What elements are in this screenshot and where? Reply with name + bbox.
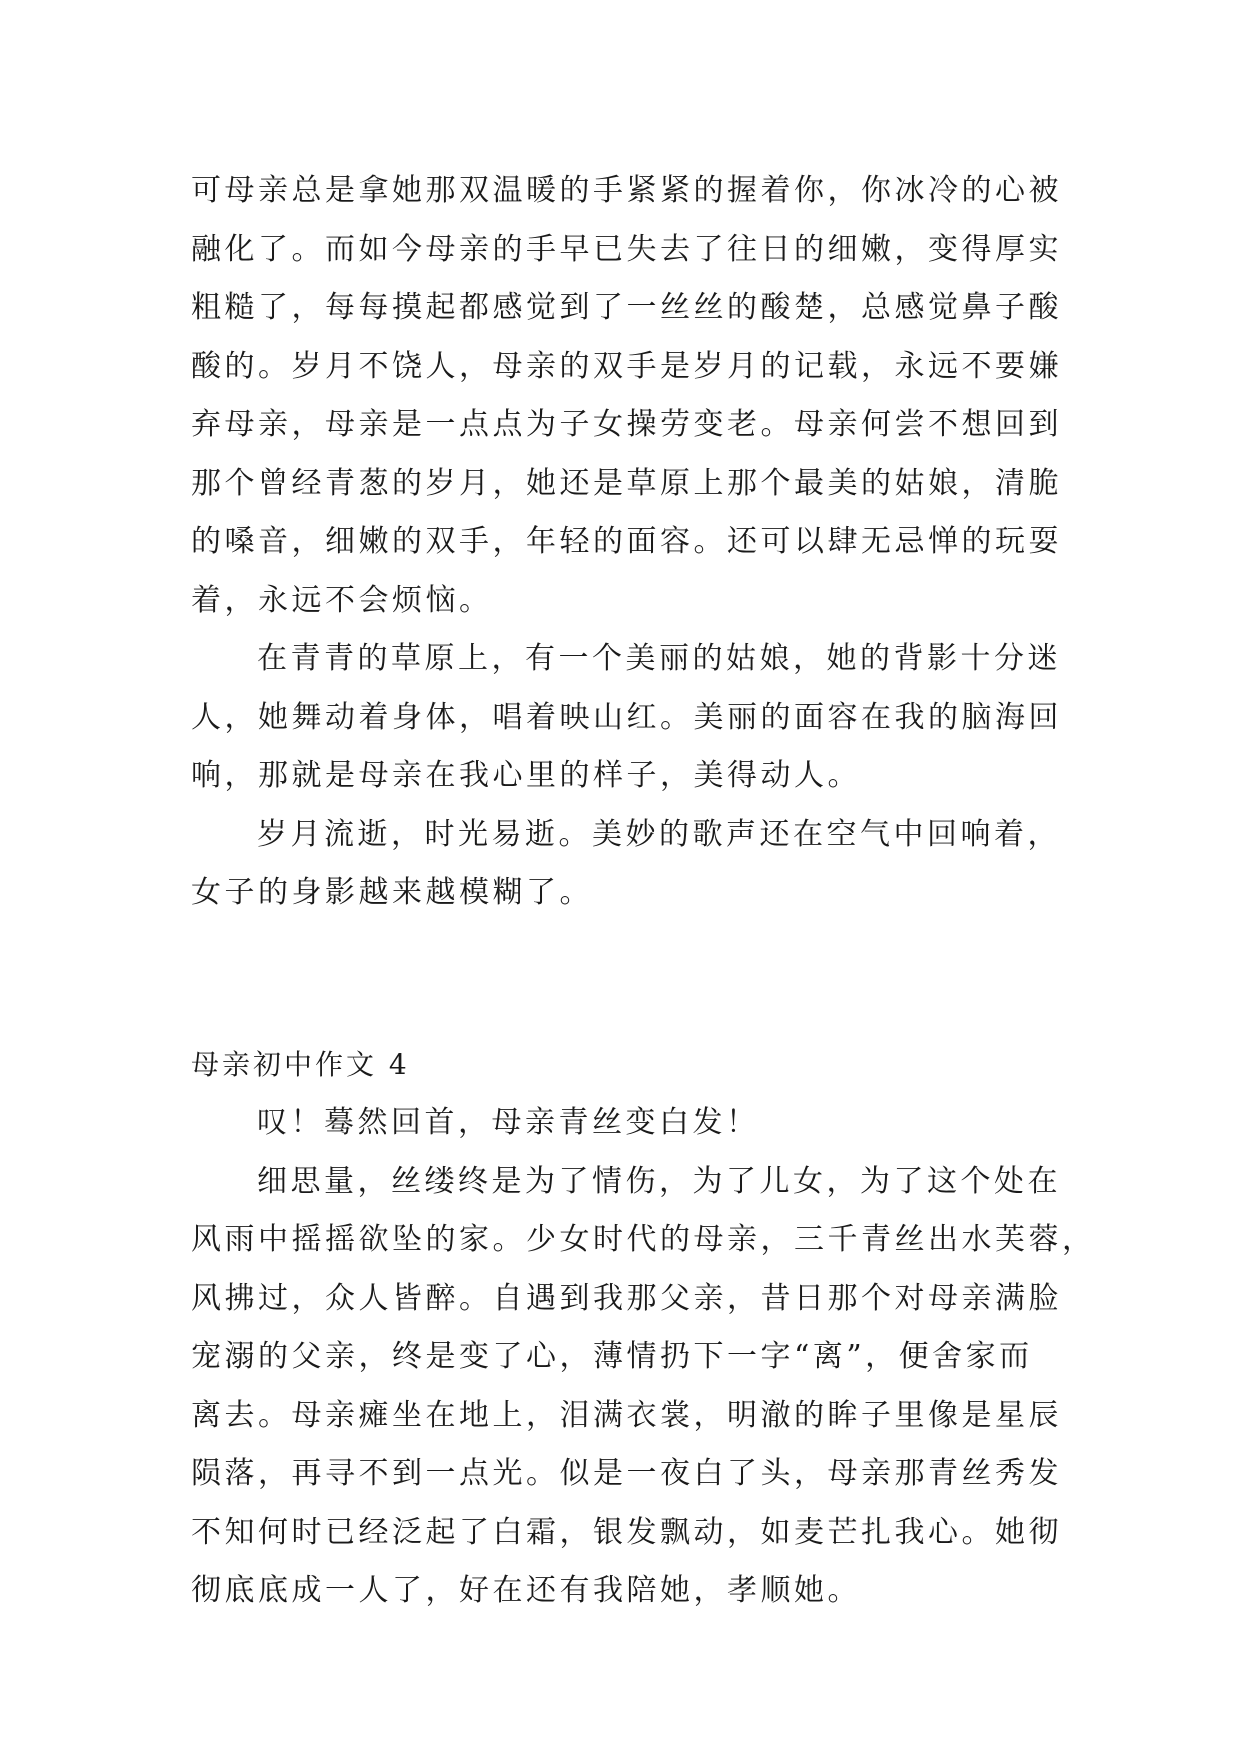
paragraph-mother-story xyxy=(191,1153,1096,1621)
text-line: 叹！蓦然回首，母亲青丝变白发！ xyxy=(257,1105,760,1140)
section-gap xyxy=(191,923,1067,1036)
text-line: 的嗓音，细嫩的双手，年轻的面容。还可以肆无忌惮的玩耍 xyxy=(191,524,1062,559)
text-line: 细思量，丝缕终是为了情伤，为了儿女，为了这个处在 xyxy=(257,1163,1061,1199)
paragraph-grassland xyxy=(191,630,1067,806)
text-line: 岁月流逝，时光易逝。美妙的歌声还在空气中回响着， xyxy=(257,816,1061,852)
text-line: 彻底底成一人了，好在还有我陪她，孝顺她。 xyxy=(191,1573,861,1608)
text-line: 人，她舞动着身体，唱着映山红。美丽的面容在我的脑海回 xyxy=(191,699,1062,735)
paragraph-sigh xyxy=(191,1094,1067,1153)
text-line: 可母亲总是拿她那双温暖的手紧紧的握着你，你冰冷的心被 xyxy=(191,173,1062,208)
text-line: 弃母亲，母亲是一点点为子女操劳变老。母亲何尝不想回到 xyxy=(191,407,1062,442)
text-line: 不知何时已经泛起了白霜，银发飘动，如麦芒扎我心。她彻 xyxy=(191,1514,1062,1550)
text-line: 离去。母亲瘫坐在地上，泪满衣裳，明澈的眸子里像是星辰 xyxy=(191,1397,1062,1433)
text-line: 粗糙了，每每摸起都感觉到了一丝丝的酸楚，总感觉鼻子酸 xyxy=(191,290,1062,325)
text-line: 融化了。而如今母亲的手早已失去了往日的细嫩，变得厚实 xyxy=(191,231,1062,267)
essay-title: 母亲初中作文 4 xyxy=(191,1047,410,1081)
text-line: 在青青的草原上，有一个美丽的姑娘，她的背影十分迷 xyxy=(257,641,1061,676)
text-line: 着，永远不会烦恼。 xyxy=(191,582,493,618)
text-line: 风拂过，众人皆醉。自遇到我那父亲，昔日那个对母亲满脸 xyxy=(191,1280,1062,1316)
text-line: 酸的。岁月不饶人，母亲的双手是岁月的记载，永远不要嫌 xyxy=(191,348,1062,384)
paragraph-hands xyxy=(191,162,1067,630)
text-line: 响，那就是母亲在我心里的样子，美得动人。 xyxy=(191,758,861,793)
text-line: 陨落，再寻不到一点光。似是一夜白了头，母亲那青丝秀发 xyxy=(191,1456,1062,1491)
text-line: 风雨中摇摇欲坠的家。少女时代的母亲，三千青丝出水芙蓉， xyxy=(191,1222,1096,1257)
paragraph-time xyxy=(191,806,1067,923)
text-line: 女子的身影越来越模糊了。 xyxy=(191,875,593,910)
text-line: 那个曾经青葱的岁月，她还是草原上那个最美的姑娘，清脆 xyxy=(191,465,1062,501)
document-page xyxy=(191,162,1096,1621)
text-line: 宠溺的父亲，终是变了心，薄情扔下一字“离”，便舍家而 xyxy=(191,1339,1033,1374)
